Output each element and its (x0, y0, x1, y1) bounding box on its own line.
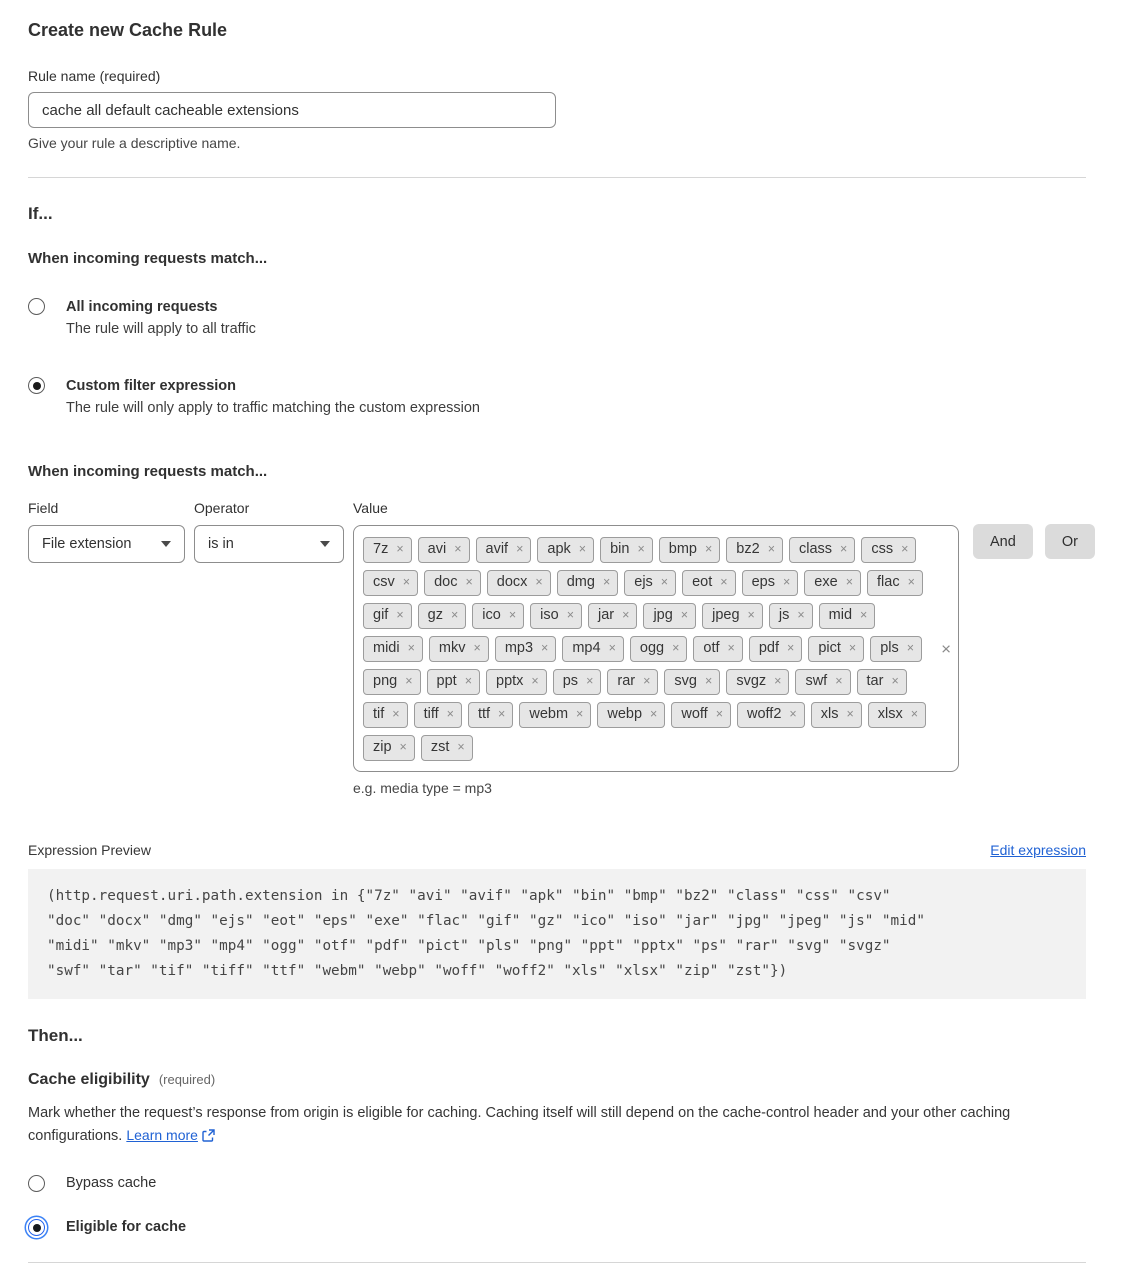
value-tag (769, 603, 813, 629)
value-tag-label: mp3 (504, 639, 534, 656)
remove-tag-icon[interactable]: × (531, 673, 539, 688)
code-line: "doc" "docx" "dmg" "ejs" "eot" "eps" "exe" "flac" "gif" "gz" "ico" "iso" "jar" "jpg" "jpeg" "js" "mid" (47, 913, 925, 929)
code-line: (http.request.uri.path.extension in {"7z" "avi" "avif" "apk" "bin" "bmp" "bz2" "class" "css" "csv" (47, 888, 891, 904)
option-label: Eligible for cache (66, 1219, 187, 1235)
value-tag (427, 669, 480, 695)
remove-tag-icon[interactable]: × (396, 607, 404, 622)
value-tag-label: mp4 (572, 639, 601, 656)
value-tag-label: ejs (634, 573, 653, 590)
value-tag-label: pict (818, 639, 841, 656)
value-tag-label: bmp (668, 540, 697, 557)
option-all-incoming-requests[interactable] (28, 297, 1090, 340)
value-tag-label: mkv (438, 639, 466, 656)
remove-tag-icon[interactable]: × (774, 673, 782, 688)
remove-tag-icon[interactable]: × (860, 607, 868, 622)
option-eligible-for-cache[interactable] (28, 1217, 1090, 1238)
value-tag (737, 702, 805, 728)
value-tag (702, 603, 763, 629)
remove-tag-icon[interactable]: × (767, 541, 775, 556)
remove-tag-icon[interactable]: × (680, 607, 689, 622)
if-heading: If... (28, 204, 53, 223)
value-tag-label: iso (540, 606, 559, 623)
operator-select-value: is in (208, 536, 234, 552)
value-tag-label: avi (427, 540, 447, 557)
option-bypass-cache[interactable] (28, 1173, 1090, 1194)
value-tag (600, 537, 653, 563)
remove-tag-icon[interactable]: × (715, 706, 723, 721)
field-column (28, 500, 185, 563)
value-tag (472, 603, 524, 629)
remove-tag-icon[interactable]: × (650, 706, 658, 721)
value-tag-label: eot (692, 573, 713, 590)
remove-tag-icon[interactable]: × (704, 541, 713, 556)
value-tag (363, 537, 412, 563)
remove-tag-icon[interactable]: × (576, 706, 584, 721)
remove-tag-icon[interactable]: × (747, 607, 755, 622)
remove-tag-icon[interactable]: × (835, 673, 843, 688)
value-tag (742, 570, 799, 596)
remove-tag-icon[interactable]: × (848, 640, 857, 655)
value-tag (418, 537, 470, 563)
remove-tag-icon[interactable]: × (672, 640, 680, 655)
value-tag (789, 537, 855, 563)
remove-tag-icon[interactable]: × (578, 541, 587, 556)
value-tag-label: woff2 (747, 705, 782, 722)
value-tag (363, 636, 423, 662)
value-tag-label: bz2 (736, 540, 760, 557)
match-heading: When incoming requests match... (28, 250, 268, 267)
remove-tag-icon[interactable]: × (473, 640, 481, 655)
value-tag (795, 669, 850, 695)
learn-more-link[interactable]: Learn more (126, 1127, 198, 1143)
value-tag-label: pls (880, 639, 899, 656)
value-tag (468, 702, 513, 728)
operator-label: Operator (194, 500, 250, 516)
value-tag-label: js (778, 606, 790, 623)
expression-preview-header (28, 842, 1086, 858)
remove-tag-icon[interactable]: × (516, 541, 524, 556)
value-tag (363, 735, 415, 761)
value-tag (811, 702, 862, 728)
option-label: Bypass cache (66, 1175, 157, 1191)
value-tag-label: png (373, 672, 398, 689)
and-button[interactable]: And (973, 524, 1033, 559)
remove-tag-icon[interactable]: × (720, 574, 728, 589)
value-tag-label: xls (820, 705, 839, 722)
value-tag (659, 537, 721, 563)
remove-tag-icon[interactable]: × (396, 541, 404, 556)
value-tag (643, 603, 696, 629)
divider (28, 177, 1086, 178)
value-tag-label: jpg (653, 606, 673, 623)
rule-name-label: Rule name (required) (28, 68, 161, 84)
remove-tag-icon[interactable]: × (910, 706, 919, 721)
value-tag (519, 702, 591, 728)
remove-tag-icon[interactable]: × (399, 739, 407, 754)
option-description: The rule will apply to all traffic (66, 321, 256, 337)
remove-tag-icon[interactable]: × (535, 574, 543, 589)
remove-tag-icon[interactable]: × (454, 541, 462, 556)
value-tag-label: zst (430, 738, 450, 755)
external-link-icon (202, 1129, 215, 1142)
value-tag (808, 636, 864, 662)
remove-tag-icon[interactable]: × (797, 607, 805, 622)
code-line: "midi" "mkv" "mp3" "mp4" "ogg" "otf" "pdf" "pict" "pls" "png" "ppt" "pptx" "ps" "rar" "svg" "svgz" (47, 938, 891, 954)
remove-tag-icon[interactable]: × (608, 640, 616, 655)
value-tag (857, 669, 907, 695)
field-label: Field (28, 500, 59, 516)
remove-tag-icon[interactable]: × (705, 673, 713, 688)
value-tag-label: tif (373, 705, 385, 722)
value-tag-label: ttf (477, 705, 491, 722)
value-tag-label: jpeg (712, 606, 740, 623)
value-tag-label: pptx (496, 672, 524, 689)
value-tag (682, 570, 735, 596)
remove-tag-icon[interactable]: × (450, 607, 459, 622)
value-tag (693, 636, 742, 662)
value-tag (363, 669, 421, 695)
value-tag-label: tiff (423, 705, 439, 722)
value-tag (363, 570, 418, 596)
value-tag (867, 570, 923, 596)
value-tag-label: pdf (758, 639, 779, 656)
value-tag-label: css (871, 540, 894, 557)
edit-expression-link[interactable]: Edit expression (990, 842, 1086, 858)
value-tag-label: mid (828, 606, 853, 623)
value-tag (495, 636, 557, 662)
value-tag-label: flac (877, 573, 900, 590)
required-note: (required) (158, 1072, 216, 1087)
value-tag (363, 603, 412, 629)
value-tag-label: ps (562, 672, 579, 689)
remove-tag-icon[interactable]: × (586, 673, 594, 688)
expression-preview-code (28, 869, 1086, 999)
value-tag-label: ico (482, 606, 501, 623)
value-tag (588, 603, 637, 629)
remove-tag-icon[interactable]: × (446, 706, 454, 721)
chevron-down-icon (161, 541, 171, 547)
value-tag-label: doc (434, 573, 458, 590)
value-tag-label: svgz (736, 672, 767, 689)
operator-select[interactable] (194, 525, 344, 563)
remove-tag-icon[interactable]: × (782, 574, 791, 589)
value-tag (557, 570, 619, 596)
radio-button[interactable] (28, 298, 45, 315)
value-tag-label: class (799, 540, 833, 557)
cache-eligibility-label: Cache eligibility (28, 1071, 150, 1088)
value-tag-label: ogg (639, 639, 665, 656)
value-tag (749, 636, 802, 662)
remove-tag-icon[interactable]: × (660, 574, 669, 589)
field-select-value: File extension (42, 536, 132, 552)
value-tag-label: 7z (373, 540, 389, 557)
remove-tag-icon[interactable]: × (846, 706, 854, 721)
rule-name-section (28, 68, 1090, 151)
option-custom-filter-expression[interactable] (28, 376, 1090, 419)
and-or-buttons (973, 524, 1095, 559)
radio-button[interactable] (28, 377, 45, 394)
value-tag (418, 603, 467, 629)
value-tag (562, 636, 624, 662)
code-line: "swf" "tar" "tif" "tiff" "ttf" "webm" "webp" "woff" "woff2" "xls" "xlsx" "zip" "zst"}) (47, 963, 788, 979)
value-tag (363, 702, 408, 728)
value-tag-label: zip (373, 738, 392, 755)
value-tag-label: woff (681, 705, 708, 722)
value-tag-label: webp (607, 705, 643, 722)
value-tag (671, 702, 731, 728)
value-tag (597, 702, 665, 728)
value-tag (486, 669, 547, 695)
remove-tag-icon[interactable]: × (402, 574, 411, 589)
remove-tag-icon[interactable]: × (508, 607, 517, 622)
rule-name-input[interactable] (28, 92, 556, 128)
value-tag (424, 570, 481, 596)
remove-tag-icon[interactable]: × (457, 739, 465, 754)
option-label: All incoming requests (66, 299, 218, 315)
remove-tag-icon[interactable]: × (840, 541, 848, 556)
value-hint: e.g. media type = mp3 (353, 780, 492, 796)
page-title: Create new Cache Rule (28, 20, 228, 40)
remove-tag-icon[interactable]: × (637, 541, 645, 556)
remove-tag-icon[interactable]: × (541, 640, 549, 655)
operator-column (194, 500, 344, 563)
remove-tag-icon[interactable]: × (845, 574, 853, 589)
value-tag-label: jar (598, 606, 615, 623)
value-tag-label: xlsx (877, 705, 903, 722)
value-tag-label: apk (547, 540, 571, 557)
value-tag (476, 537, 532, 563)
clear-value-icon[interactable]: × (941, 639, 951, 658)
value-tag (624, 570, 676, 596)
remove-tag-icon[interactable]: × (906, 640, 915, 655)
value-tag (414, 702, 462, 728)
radio-button[interactable] (28, 1175, 45, 1192)
value-tag-label: svg (674, 672, 697, 689)
value-tag (630, 636, 688, 662)
value-tag-label: rar (617, 672, 636, 689)
remove-tag-icon[interactable]: × (907, 574, 915, 589)
radio-button[interactable] (28, 1219, 45, 1236)
value-tag (537, 537, 594, 563)
remove-tag-icon[interactable]: × (465, 574, 473, 589)
value-column (353, 500, 959, 796)
remove-tag-icon[interactable]: × (787, 640, 795, 655)
option-description: The rule will only apply to traffic matching the custom expression (66, 400, 480, 416)
remove-tag-icon[interactable]: × (643, 673, 651, 688)
builder-heading: When incoming requests match... (28, 463, 268, 480)
option-label: Custom filter expression (66, 378, 237, 394)
remove-tag-icon[interactable]: × (405, 673, 413, 688)
value-tag (429, 636, 489, 662)
expression-preview-label: Expression Preview (28, 842, 151, 858)
cache-eligibility-heading (28, 1071, 1090, 1089)
value-tag (870, 636, 922, 662)
value-tag-label: eps (751, 573, 775, 590)
remove-tag-icon[interactable]: × (602, 574, 611, 589)
value-tag (607, 669, 658, 695)
value-tag (804, 570, 861, 596)
value-tag (861, 537, 916, 563)
value-tag-label: docx (496, 573, 528, 590)
remove-tag-icon[interactable]: × (789, 706, 797, 721)
value-tag-label: swf (805, 672, 828, 689)
remove-tag-icon[interactable]: × (392, 706, 400, 721)
remove-tag-icon[interactable]: × (498, 706, 506, 721)
value-tag-label: gz (427, 606, 443, 623)
value-tag-label: csv (373, 573, 395, 590)
value-tag (553, 669, 602, 695)
value-tag (868, 702, 926, 728)
value-tag (664, 669, 720, 695)
cache-eligibility-description: Mark whether the request’s response from origin is eligible for caching. Caching itself will still depend on the cache-control header and your other caching configurations. Learn more (28, 1105, 1011, 1144)
value-tag-label: otf (703, 639, 720, 656)
value-tag (819, 603, 876, 629)
expression-builder-row (28, 500, 1090, 796)
rule-name-help: Give your rule a descriptive name. (28, 135, 241, 151)
value-tag (726, 537, 783, 563)
remove-tag-icon[interactable]: × (891, 673, 899, 688)
value-tag-label: ppt (436, 672, 457, 689)
remove-tag-icon[interactable]: × (727, 640, 735, 655)
value-multiselect-input[interactable] (353, 525, 959, 772)
remove-tag-icon[interactable]: × (622, 607, 630, 622)
value-tag-label: tar (866, 672, 884, 689)
value-tag-label: midi (373, 639, 400, 656)
value-tag (726, 669, 789, 695)
value-tag-label: bin (610, 540, 630, 557)
value-tag-label: exe (814, 573, 838, 590)
or-button[interactable]: Or (1045, 524, 1095, 559)
value-tag-label: webm (529, 705, 569, 722)
value-tag-label: gif (373, 606, 389, 623)
remove-tag-icon[interactable]: × (407, 640, 415, 655)
value-tag-label: dmg (566, 573, 595, 590)
then-heading: Then... (28, 1026, 83, 1045)
remove-tag-icon[interactable]: × (566, 607, 574, 622)
chevron-down-icon (320, 541, 330, 547)
remove-tag-icon[interactable]: × (464, 673, 472, 688)
remove-tag-icon[interactable]: × (901, 541, 909, 556)
value-label: Value (353, 500, 388, 516)
value-tag (421, 735, 473, 761)
value-tag (530, 603, 582, 629)
field-select[interactable] (28, 525, 185, 563)
value-tag (487, 570, 551, 596)
value-tag-label: avif (485, 540, 509, 557)
